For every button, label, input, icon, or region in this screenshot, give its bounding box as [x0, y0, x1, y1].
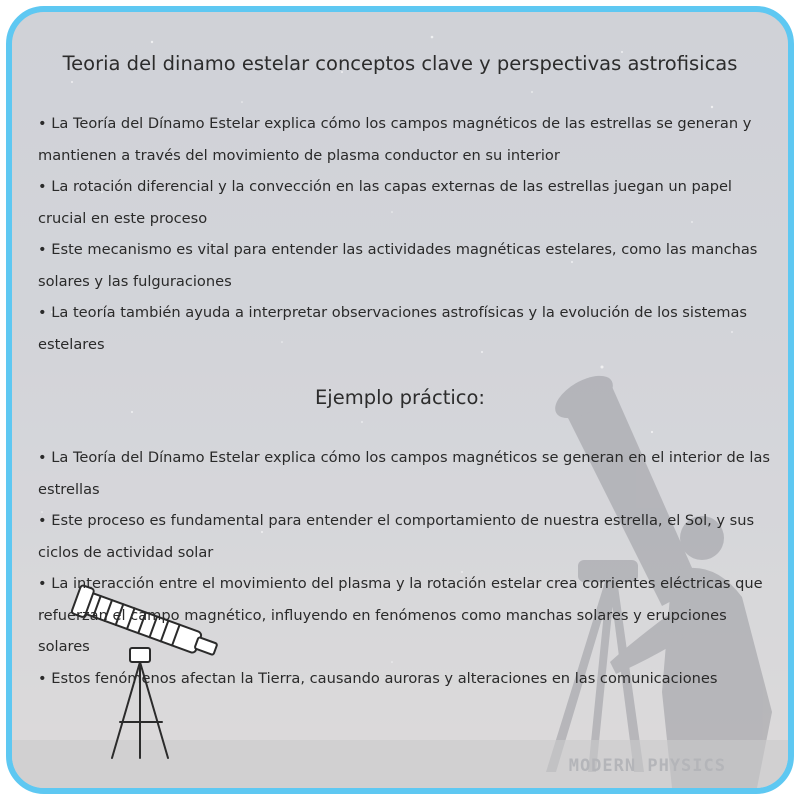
brand-watermark: MODERN PHYSICS: [568, 756, 726, 776]
list-item: • La rotación diferencial y la convección en las capas externas de las estrellas juegan un papel crucial en este proceso: [38, 178, 732, 227]
list-item: • Estos fenómenos afectan la Tierra, causando auroras y alteraciones en las comunicaciones: [38, 669, 718, 687]
list-item: • Este mecanismo es vital para entender las actividades magnéticas estelares, como las manchas solares y las fulguraciones: [38, 241, 758, 290]
list-item: • La interacción entre el movimiento del plasma y la rotación estelar crea corrientes eléctricas que refuerzan el campo magnético, influyendo en fenómenos como manchas solares y erupciones solares: [38, 575, 763, 655]
list-item: • Este proceso es fundamental para entender el comportamiento de nuestra estrella, el Sol, y sus ciclos de actividad solar: [38, 512, 755, 561]
card-frame: [6, 6, 794, 794]
example-points-list: [38, 442, 772, 694]
list-item: • La teoría también ayuda a interpretar observaciones astrofísicas y la evolución de los sistemas estelares: [38, 304, 748, 353]
key-points-list: [38, 108, 772, 360]
list-item: • La Teoría del Dínamo Estelar explica cómo los campos magnéticos se generan en el interior de las estrellas: [38, 449, 771, 498]
example-heading: Ejemplo práctico:: [314, 386, 485, 409]
list-item: • La Teoría del Dínamo Estelar explica cómo los campos magnéticos de las estrellas se generan y mantienen a través del movimiento de plasma conductor en su interior: [38, 115, 752, 164]
page-title: Teoria del dinamo estelar conceptos clave y perspectivas astrofisicas: [62, 52, 738, 75]
